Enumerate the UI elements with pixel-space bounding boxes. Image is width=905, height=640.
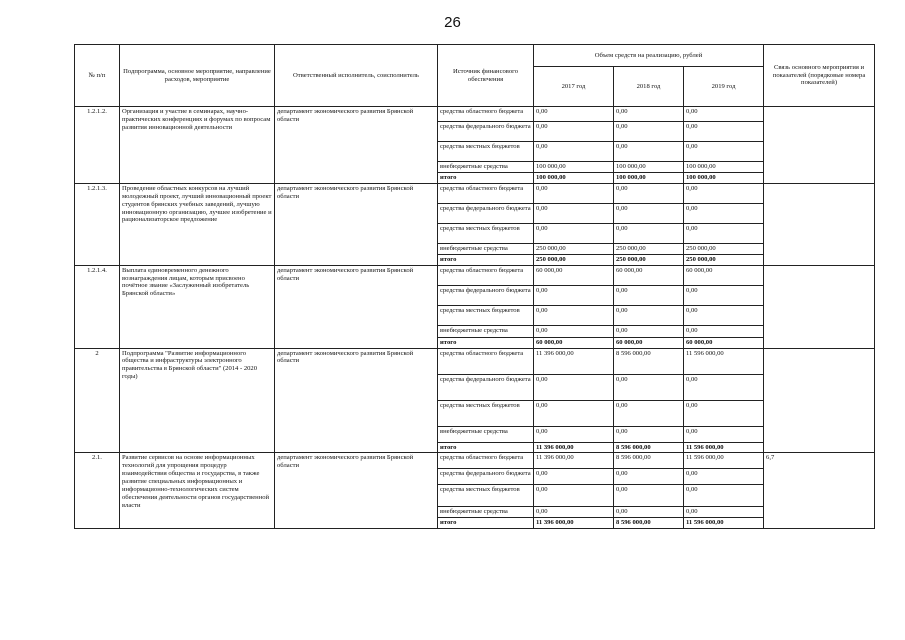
row-value-2019: 0,00 (684, 325, 764, 337)
row-value-2017: 0,00 (534, 285, 614, 305)
row-value-2017: 0,00 (534, 325, 614, 337)
row-source: итого (438, 337, 534, 348)
row-value-2017: 0,00 (534, 107, 614, 122)
row-source: средства областного бюджета (438, 453, 534, 469)
row-value-2017: 0,00 (534, 223, 614, 243)
row-executor: департамент экономического развития Брянской области (275, 265, 438, 348)
row-number: 1.2.1.3. (75, 183, 120, 265)
row-value-2018: 0,00 (614, 426, 684, 442)
row-value-2018: 0,00 (614, 374, 684, 400)
row-source: итого (438, 254, 534, 265)
row-source: итого (438, 518, 534, 529)
table-row (75, 348, 875, 374)
row-value-2019: 0,00 (684, 122, 764, 142)
header-source: Источник финансового обеспечения (438, 45, 534, 107)
row-value-2017: 100 000,00 (534, 172, 614, 183)
row-number: 2.1. (75, 453, 120, 529)
row-value-2017: 0,00 (534, 374, 614, 400)
row-value-2019: 0,00 (684, 107, 764, 122)
row-value-2018: 0,00 (614, 325, 684, 337)
row-value-2019: 0,00 (684, 400, 764, 426)
table-row (75, 265, 875, 285)
row-value-2019: 0,00 (684, 183, 764, 203)
row-value-2019: 0,00 (684, 142, 764, 162)
row-source: внебюджетные средства (438, 325, 534, 337)
header-executor: Ответственный исполнитель, соисполнитель (275, 45, 438, 107)
row-value-2019: 0,00 (684, 485, 764, 507)
row-source: средства федерального бюджета (438, 469, 534, 485)
row-source: средства местных бюджетов (438, 485, 534, 507)
row-source: внебюджетные средства (438, 243, 534, 254)
budget-table (74, 44, 875, 529)
table-header (75, 45, 875, 107)
table-row (75, 107, 875, 122)
header-link: Связь основного мероприятия и показателей (порядковые номера показателей) (764, 45, 875, 107)
row-value-2018: 0,00 (614, 305, 684, 325)
row-executor: департамент экономического развития Брянской области (275, 183, 438, 265)
row-executor: департамент экономического развития Брянской области (275, 348, 438, 453)
row-number: 1.2.1.2. (75, 107, 120, 184)
row-indicator-link (764, 265, 875, 348)
row-program: Организация и участие в семинарах, научно-практических конференциях и форумах по вопросам развития инновационной деятельности (120, 107, 275, 184)
header-year-2017: 2017 год (534, 67, 614, 107)
row-value-2017: 0,00 (534, 426, 614, 442)
row-number: 2 (75, 348, 120, 453)
row-value-2017: 0,00 (534, 142, 614, 162)
row-value-2019: 0,00 (684, 507, 764, 518)
row-value-2019: 250 000,00 (684, 243, 764, 254)
row-value-2019: 11 596 000,00 (684, 453, 764, 469)
row-value-2019: 0,00 (684, 305, 764, 325)
row-value-2018: 8 596 000,00 (614, 348, 684, 374)
row-indicator-link (764, 107, 875, 184)
row-value-2018: 60 000,00 (614, 337, 684, 348)
row-source: средства областного бюджета (438, 348, 534, 374)
table-row (75, 183, 875, 203)
row-value-2018: 0,00 (614, 107, 684, 122)
row-value-2018: 0,00 (614, 203, 684, 223)
row-value-2018: 0,00 (614, 507, 684, 518)
table-body (75, 107, 875, 529)
row-value-2019: 0,00 (684, 203, 764, 223)
row-number: 1.2.1.4. (75, 265, 120, 348)
row-value-2019: 100 000,00 (684, 172, 764, 183)
row-value-2019: 60 000,00 (684, 265, 764, 285)
row-executor: департамент экономического развития Брянской области (275, 453, 438, 529)
row-value-2017: 60 000,00 (534, 337, 614, 348)
row-value-2017: 0,00 (534, 305, 614, 325)
row-value-2019: 0,00 (684, 285, 764, 305)
header-volume: Объем средств на реализацию, рублей (534, 45, 764, 67)
row-program: Проведение областных конкурсов на лучший молодежный проект, лучший инновационный проект студентов брянских учебных заведений, лучшую инновационную организацию, лучшее изобретение и рационализаторское предложение (120, 183, 275, 265)
row-value-2018: 0,00 (614, 285, 684, 305)
row-source: средства областного бюджета (438, 183, 534, 203)
row-value-2019: 0,00 (684, 469, 764, 485)
row-value-2017: 11 396 000,00 (534, 453, 614, 469)
row-value-2019: 11 596 000,00 (684, 442, 764, 453)
row-source: средства федерального бюджета (438, 374, 534, 400)
row-value-2017: 0,00 (534, 485, 614, 507)
row-source: средства местных бюджетов (438, 305, 534, 325)
row-value-2018: 0,00 (614, 469, 684, 485)
row-program: Развитие сервисов на основе информационных технологий для упрощения процедур взаимодействия общества и государства, в также развитие специальных информационных и информационно-технологических систем обеспечения деятельности органов государственной власти (120, 453, 275, 529)
row-source: итого (438, 442, 534, 453)
header-num: № п/п (75, 45, 120, 107)
row-indicator-link: 6,7 (764, 453, 875, 529)
row-value-2018: 60 000,00 (614, 265, 684, 285)
row-value-2017: 11 396 000,00 (534, 518, 614, 529)
row-value-2018: 250 000,00 (614, 254, 684, 265)
row-value-2018: 0,00 (614, 122, 684, 142)
row-value-2019: 100 000,00 (684, 162, 764, 173)
row-source: средства федерального бюджета (438, 203, 534, 223)
row-value-2019: 11 596 000,00 (684, 518, 764, 529)
row-value-2017: 250 000,00 (534, 243, 614, 254)
row-value-2018: 100 000,00 (614, 172, 684, 183)
row-value-2018: 8 596 000,00 (614, 442, 684, 453)
row-indicator-link (764, 348, 875, 453)
row-source: внебюджетные средства (438, 162, 534, 173)
row-value-2017: 0,00 (534, 122, 614, 142)
row-source: внебюджетные средства (438, 426, 534, 442)
row-source: средства местных бюджетов (438, 142, 534, 162)
row-value-2017: 11 396 000,00 (534, 348, 614, 374)
row-program: Выплата единовременного денежного вознаграждения лицам, которым присвоено почётное звание «Заслуженный изобретатель Брянской области» (120, 265, 275, 348)
row-value-2019: 0,00 (684, 426, 764, 442)
row-value-2018: 0,00 (614, 485, 684, 507)
row-value-2018: 0,00 (614, 142, 684, 162)
row-value-2019: 250 000,00 (684, 254, 764, 265)
row-value-2018: 8 596 000,00 (614, 518, 684, 529)
row-value-2018: 100 000,00 (614, 162, 684, 173)
row-value-2018: 0,00 (614, 400, 684, 426)
header-program: Подпрограмма, основное мероприятие, направление расходов, мероприятие (120, 45, 275, 107)
row-source: средства федерального бюджета (438, 122, 534, 142)
row-value-2017: 0,00 (534, 400, 614, 426)
header-year-2019: 2019 год (684, 67, 764, 107)
page-number: 26 (444, 14, 461, 31)
row-source: средства федерального бюджета (438, 285, 534, 305)
row-value-2017: 250 000,00 (534, 254, 614, 265)
row-value-2017: 0,00 (534, 183, 614, 203)
row-value-2019: 60 000,00 (684, 337, 764, 348)
row-executor: департамент экономического развития Брянской области (275, 107, 438, 184)
row-value-2017: 0,00 (534, 203, 614, 223)
row-value-2017: 11 396 000,00 (534, 442, 614, 453)
row-source: средства местных бюджетов (438, 400, 534, 426)
row-value-2017: 100 000,00 (534, 162, 614, 173)
table-row (75, 453, 875, 469)
row-value-2018: 250 000,00 (614, 243, 684, 254)
row-value-2017: 0,00 (534, 469, 614, 485)
row-source: средства областного бюджета (438, 265, 534, 285)
row-source: внебюджетные средства (438, 507, 534, 518)
row-value-2017: 60 000,00 (534, 265, 614, 285)
row-source: итого (438, 172, 534, 183)
row-value-2018: 0,00 (614, 183, 684, 203)
row-value-2018: 8 596 000,00 (614, 453, 684, 469)
row-program: Подпрограмма "Развитие информационного общества и инфраструктуры электронного правительства в Брянской области" (2014 - 2020 годы) (120, 348, 275, 453)
row-value-2019: 11 596 000,00 (684, 348, 764, 374)
row-value-2018: 0,00 (614, 223, 684, 243)
row-indicator-link (764, 183, 875, 265)
header-year-2018: 2018 год (614, 67, 684, 107)
row-value-2019: 0,00 (684, 223, 764, 243)
row-source: средства местных бюджетов (438, 223, 534, 243)
row-value-2019: 0,00 (684, 374, 764, 400)
row-source: средства областного бюджета (438, 107, 534, 122)
row-value-2017: 0,00 (534, 507, 614, 518)
